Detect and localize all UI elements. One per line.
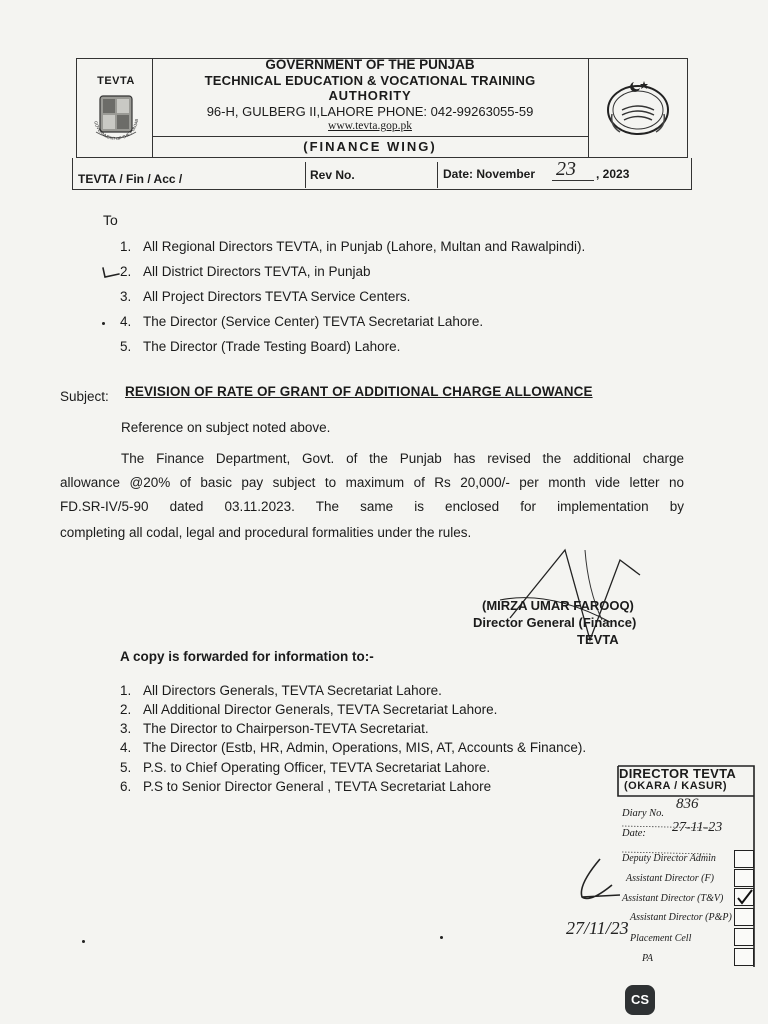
body-paragraph-line-3: FD.SR-IV/5-90 dated 03.11.2023. The same is enclosed for implementation by xyxy=(60,499,684,514)
body-paragraph-line-2: allowance @20% of basic pay subject to maximum of Rs 20,000/- per month vide letter no xyxy=(60,475,684,490)
punjab-seal-icon xyxy=(598,70,678,140)
copy-recipient-item: 4. The Director (Estb, HR, Admin, Operations, MIS, AT, Accounts & Finance). xyxy=(120,740,587,755)
stamp-row-checkbox[interactable] xyxy=(734,928,754,946)
letterhead-divider-wing xyxy=(152,136,588,137)
stray-mark xyxy=(440,936,443,939)
tevta-logo-ring-text: GOVERNMENT OF THE PUNJAB xyxy=(93,118,140,142)
header-authority-name: TECHNICAL EDUCATION & VOCATIONAL TRAINING xyxy=(204,73,536,88)
copy-recipient-item: 2. All Additional Director Generals, TEVTA Secretariat Lahore. xyxy=(120,702,498,717)
stamp-row-checkbox[interactable] xyxy=(734,850,754,868)
stamp-diary-label: Diary No. xyxy=(622,808,664,819)
tevta-crest-icon xyxy=(86,88,146,148)
stamp-row-checkbox[interactable] xyxy=(734,908,754,926)
header-authority: AUTHORITY xyxy=(328,88,412,103)
signatory-title: Director General (Finance) xyxy=(473,615,637,630)
header-finance-wing: (FINANCE WING) xyxy=(303,139,437,154)
to-label: To xyxy=(103,212,118,228)
addressee-item: 5. The Director (Trade Testing Board) Lahore. xyxy=(120,339,401,354)
addressee-item: 1. All Regional Directors TEVTA, in Punjab (Lahore, Multan and Rawalpindi). xyxy=(120,239,586,254)
reference-number: TEVTA / Fin / Acc / xyxy=(78,172,183,186)
body-paragraph-line-4: completing all codal, legal and procedural formalities under the rules. xyxy=(60,525,472,540)
reference-row-divider-2 xyxy=(437,162,438,188)
copy-forwarded-heading: A copy is forwarded for information to:- xyxy=(120,649,374,664)
stamp-row-label: Assistant Director (T&V) xyxy=(622,893,724,904)
subject-text: REVISION OF RATE OF GRANT OF ADDITIONAL CHARGE ALLOWANCE xyxy=(125,384,593,399)
stamp-row-label: Assistant Director (F) xyxy=(626,873,714,884)
bullet-mark xyxy=(102,322,105,325)
stamp-row-checkbox[interactable] xyxy=(734,869,754,887)
camscanner-logo: CS xyxy=(625,985,655,1015)
header-website-link[interactable]: www.tevta.gop.pk xyxy=(328,120,412,132)
stamp-row-label: Assistant Director (P&P) xyxy=(630,912,732,923)
copy-recipient-item: 3. The Director to Chairperson-TEVTA Secretariat. xyxy=(120,721,429,736)
reference-row-divider-1 xyxy=(305,162,306,188)
checkmark-icon xyxy=(736,889,753,905)
header-government: GOVERNMENT OF THE PUNJAB xyxy=(265,57,475,72)
stamp-date-value: 27-11-23 xyxy=(672,820,723,835)
addressee-item: 3. All Project Directors TEVTA Service Centers. xyxy=(120,289,411,304)
body-reference-line: Reference on subject noted above. xyxy=(121,420,331,435)
signature-scribble-icon xyxy=(470,530,660,650)
signatory-name: (MIRZA UMAR FAROOQ) xyxy=(482,598,634,613)
handwritten-tick-mark xyxy=(101,266,123,280)
date-day-handwritten: 23 xyxy=(556,158,576,180)
stamp-date-label: Date: xyxy=(622,828,646,839)
signatory-organization: TEVTA xyxy=(577,632,619,647)
date-year: , 2023 xyxy=(596,167,630,181)
copy-recipient-item: 5. P.S. to Chief Operating Officer, TEVTA Secretariat Lahore. xyxy=(120,760,491,775)
stamp-row-label: Deputy Director Admin xyxy=(622,853,716,864)
addressee-item: 2. All District Directors TEVTA, in Punjab xyxy=(120,264,371,279)
copy-recipient-item: 1. All Directors Generals, TEVTA Secretariat Lahore. xyxy=(120,683,442,698)
body-paragraph-line-1: The Finance Department, Govt. of the Punjab has revised the additional charge xyxy=(121,451,684,466)
header-address: 96-H, GULBERG II,LAHORE PHONE: 042-99263055-59 xyxy=(206,104,534,119)
tevta-logo-text: TEVTA xyxy=(97,75,135,87)
initials-scribble-icon xyxy=(560,855,640,965)
stamp-row-label: Placement Cell xyxy=(630,933,692,944)
stamp-subtitle: (OKARA / KASUR) xyxy=(624,780,728,792)
handwritten-date-note: 27/11/23 xyxy=(566,918,629,938)
stamp-title: DIRECTOR TEVTA xyxy=(619,766,737,781)
subject-label: Subject: xyxy=(60,389,109,404)
date-label: Date: November xyxy=(443,167,536,181)
addressee-item: 4. The Director (Service Center) TEVTA Secretariat Lahore. xyxy=(120,314,484,329)
stamp-row-checkbox[interactable] xyxy=(734,948,754,966)
stamp-diary-value: 836 xyxy=(676,796,699,812)
stamp-row-label: PA xyxy=(642,953,653,964)
revision-number-label: Rev No. xyxy=(310,168,355,182)
stamp-row-checkbox-checked[interactable] xyxy=(734,888,754,906)
stray-mark xyxy=(82,940,85,943)
copy-recipient-item: 6. P.S to Senior Director General , TEVTA Secretariat Lahore xyxy=(120,779,492,794)
letterhead-divider-right xyxy=(588,58,589,158)
